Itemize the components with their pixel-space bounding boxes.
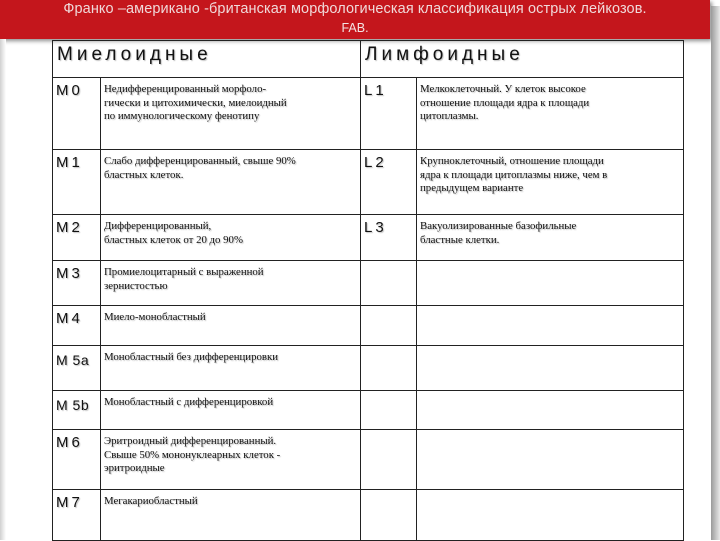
myeloid-description: Эритроидный дифференцированный. Свыше 50% мононуклеарных клеток - эритроидные [101, 430, 361, 490]
empty-cell [417, 490, 684, 541]
empty-cell [361, 346, 417, 391]
myeloid-description: Недифференцированный морфоло- гически и цитохимически, миелоидный по иммунологическому фенотипу [101, 78, 361, 150]
left-edge-shadow [0, 39, 6, 540]
myeloid-code: M 5a [53, 346, 101, 391]
empty-cell [361, 430, 417, 490]
right-edge-shadow [711, 6, 720, 540]
myeloid-code: M7 [53, 490, 101, 541]
empty-cell [361, 306, 417, 346]
lymphoid-description: Вакуолизированные базофильные бластные клетки. [417, 215, 684, 261]
table-row [53, 215, 684, 261]
myeloid-code: M4 [53, 306, 101, 346]
empty-cell [417, 306, 684, 346]
myeloid-description: Мегакариобластный [101, 490, 361, 541]
lymphoid-code: L1 [361, 78, 417, 150]
myeloid-description: Миело-монобластный [101, 306, 361, 346]
myeloid-description: Монобластный без дифференцировки [101, 346, 361, 391]
table-row [53, 391, 684, 430]
lymphoid-header: Лимфоидные [361, 41, 684, 78]
table-row [53, 490, 684, 541]
myeloid-description: Монобластный с дифференцировкой [101, 391, 361, 430]
myeloid-description: Слабо дифференцированный, свыше 90% бластных клеток. [101, 150, 361, 215]
header-row [53, 41, 684, 78]
title-banner [0, 0, 710, 39]
myeloid-code: M3 [53, 261, 101, 306]
table-row [53, 306, 684, 346]
fab-classification-table [52, 40, 684, 541]
myeloid-code: M1 [53, 150, 101, 215]
myeloid-code: M 5b [53, 391, 101, 430]
empty-cell [417, 391, 684, 430]
empty-cell [361, 490, 417, 541]
myeloid-code: M2 [53, 215, 101, 261]
empty-cell [361, 261, 417, 306]
table-row [53, 150, 684, 215]
myeloid-description: Дифференцированный, бластных клеток от 20 до 90% [101, 215, 361, 261]
myeloid-header: Миелоидные [53, 41, 361, 78]
myeloid-description: Промиелоцитарный с выраженной зернистостью [101, 261, 361, 306]
myeloid-code: M6 [53, 430, 101, 490]
table-row [53, 78, 684, 150]
table-row [53, 430, 684, 490]
empty-cell [417, 261, 684, 306]
lymphoid-code: L3 [361, 215, 417, 261]
title-subtext: FAB. [341, 21, 369, 35]
myeloid-code: M0 [53, 78, 101, 150]
table-row [53, 346, 684, 391]
title-text: Франко –американо -британская морфологическая классификация острых лейкозов. [63, 1, 647, 17]
lymphoid-description: Крупноклеточный, отношение площади ядра к площади цитоплазмы ниже, чем в предыдущем варианте [417, 150, 684, 215]
empty-cell [417, 430, 684, 490]
lymphoid-code: L2 [361, 150, 417, 215]
empty-cell [361, 391, 417, 430]
lymphoid-description: Мелкоклеточный. У клеток высокое отношение площади ядра к площади цитоплазмы. [417, 78, 684, 150]
table-row [53, 261, 684, 306]
empty-cell [417, 346, 684, 391]
